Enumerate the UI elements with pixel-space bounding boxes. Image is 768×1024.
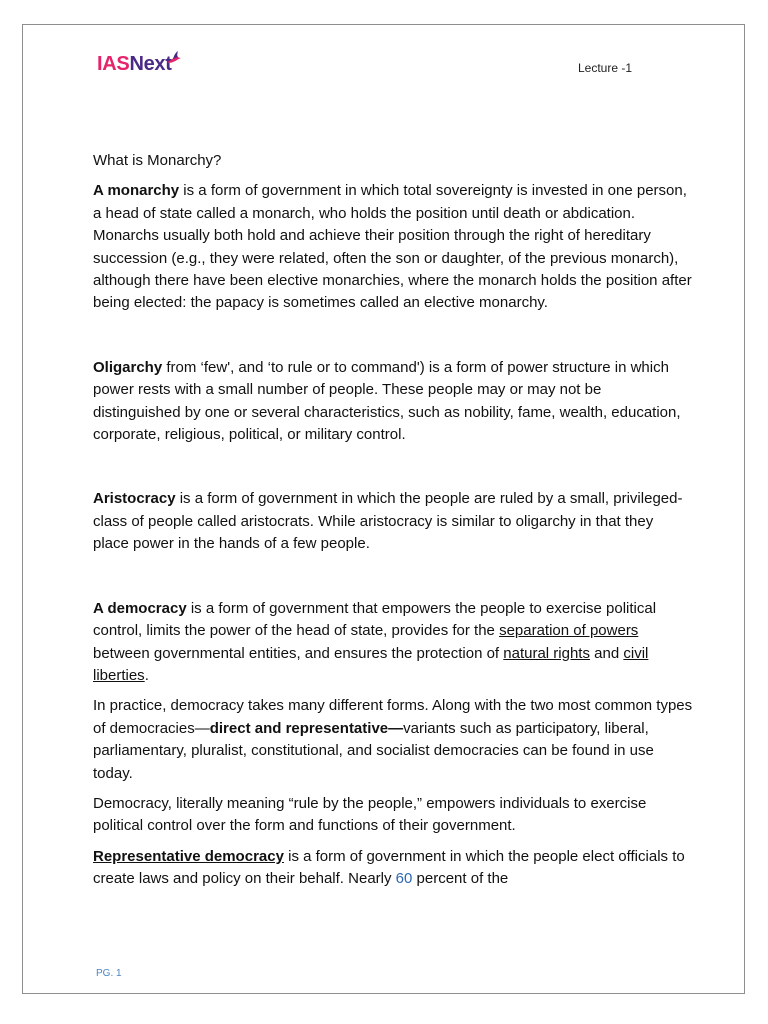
paragraph-text: from ‘few', and ‘to rule or to command') is a form of power structure in which power rests with a small number of people. These people may or may not be distinguished by one or several characteristics, such as nobility, fame, wealth, education, corporate, religious, political, or military control. [93, 358, 681, 444]
paragraph-democracy-forms [93, 695, 693, 785]
paragraph-text: is a form of government in which the people are ruled by a small, privileged-class of people called aristocrats. While aristocracy is similar to oligarchy in that they place power in the hands of a few people. [93, 490, 683, 553]
term-direct-representative: direct and representative— [209, 719, 404, 737]
term-oligarchy: Oligarchy [93, 358, 163, 376]
bird-icon [166, 50, 182, 66]
paragraph-text: and [589, 644, 624, 662]
paragraph-text: . [144, 666, 149, 684]
paragraph-text: between governmental entities, and ensures the protection of [93, 644, 504, 662]
link-separation-of-powers[interactable]: separation of powers [499, 622, 639, 640]
logo-next-text: Next [129, 53, 172, 75]
paragraph-text: percent of the [412, 870, 509, 888]
ias-next-logo [97, 44, 182, 76]
term-aristocracy: Aristocracy [93, 490, 176, 508]
paragraph-monarchy [93, 180, 693, 314]
link-natural-rights[interactable]: natural rights [503, 644, 590, 662]
paragraph-text: is a form of government in which total sovereignty is invested in one person, a head of state called a monarch, who holds the position until death or abdication. Monarchs usually both hold and achieve their position through the right of hereditary succession (e.g., they were related, often the son or daughter, of the previous monarch), although there have been elective monarchies, where the monarch holds the position after being elected: the papacy is sometimes called an elective monarchy. [93, 182, 692, 312]
paragraph-text: variants such as participatory, liberal, parliamentary, pluralist, constitutional, and socialist democracies can be found in use today. [93, 719, 654, 782]
paragraph-text: is a form of government that empowers the people to exercise political control, limits the power of the head of state, provides for the [93, 599, 657, 640]
paragraph-text: is a form of government in which the people elect officials to create laws and policy on their behalf. Nearly [93, 847, 685, 888]
term-democracy: A democracy [93, 599, 187, 617]
link-representative-democracy[interactable]: Representative democracy [93, 847, 284, 865]
term-monarchy: A monarchy [93, 182, 180, 200]
link-civil-liberties[interactable]: civil liberties [93, 644, 649, 684]
document-body [93, 150, 693, 891]
percent-number: 60 [395, 870, 413, 888]
logo-ias-text: IAS [97, 53, 130, 75]
paragraph-representative-democracy [93, 846, 693, 891]
paragraph-aristocracy [93, 488, 693, 555]
paragraph-oligarchy [93, 357, 693, 447]
section-question: What is Monarchy? [93, 152, 222, 169]
page-number: PG. 1 [96, 968, 122, 979]
lecture-label: Lecture -1 [578, 61, 633, 75]
paragraph-democracy-meaning: Democracy, literally meaning “rule by the people,” empowers individuals to exercise political control over the form and functions of their government. [93, 794, 647, 835]
paragraph-text: In practice, democracy takes many different forms. Along with the two most common types of democracies— [93, 697, 693, 737]
paragraph-democracy [93, 598, 693, 688]
